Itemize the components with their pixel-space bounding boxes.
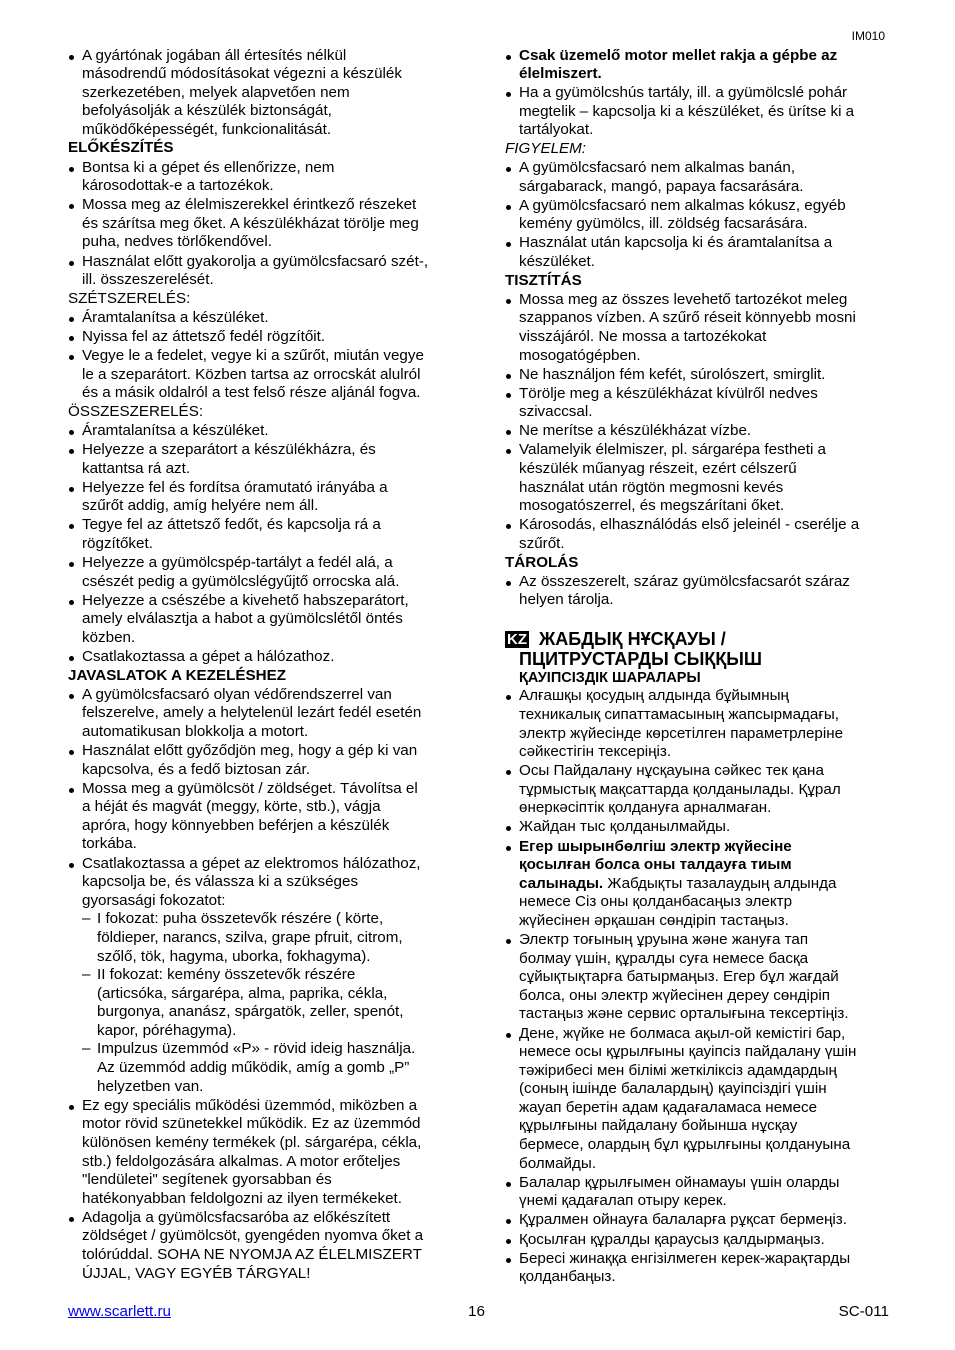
item-text: Ha a gyümölcshús tartály, ill. a gyümölcslé pohár megtelik – kapcsolja ki a készüléket, és ürítse ki a tartályokat. bbox=[519, 84, 855, 139]
item-text: Mossa meg az összes levehető tartozékot meleg szappanos vízben. A szűrő réseit könnyebb mosni visszájáról. Ne mossa a tartozékokat mosogatógépben. bbox=[519, 290, 856, 364]
list-item bbox=[505, 1231, 897, 1250]
list-item bbox=[505, 687, 897, 761]
item-text: Helyezze a csészébe a kivehető habszeparátort, amely elválasztja a habot a gyümölcslétől öntés közben. bbox=[82, 591, 409, 646]
item-text: A gyümölcsfacsaró olyan védőrendszerrel van felszerelve, amely a helytelenül lezárt fedél esetén automatikusan blokkolja a motort. bbox=[82, 685, 422, 740]
item-text: Электр тоғының ұруына және жануға тап болмау үшін, құралды суға немесе басқа сұйықтықтарға батырмаңыз. Егер бұл жағдай болса, оны электр жүйесінен дереу сөндіріп тастаңыз және сервис орталығына тексертіңіз. bbox=[519, 931, 849, 1023]
item-text: Adagolja a gyümölcsfacsaróba az előkészített zöldséget / gyümölcsöt, gyengéden nyomva őket a tolórúddal. SOHA NE NYOMJA AZ ÉLELMISZERT ÚJJAL, VAGY EGYÉB TÁRGYAL! bbox=[82, 1208, 424, 1282]
list-item bbox=[68, 479, 460, 516]
bold-text: Егер шырынбөлгіш электр жүйесіне қосылған болса оны талдауға тиым салынады. bbox=[519, 837, 792, 892]
list-item bbox=[505, 931, 897, 1024]
item-text: Csatlakoztassa a gépet az elektromos hálózathoz, kapcsolja be, és válassza ki a szükséges gyorsasági fokozatot: bbox=[82, 854, 421, 909]
list-item bbox=[505, 1174, 897, 1211]
warning-label: FIGYELEM: bbox=[505, 139, 587, 157]
list-item bbox=[68, 592, 460, 648]
list-item bbox=[505, 366, 897, 385]
list-item bbox=[505, 762, 897, 818]
list-item bbox=[505, 441, 897, 515]
list-item bbox=[68, 1209, 460, 1283]
item-text: Дене, жүйке не болмаса ақыл-ой кемістігі бар, немесе осы құрылғыны қауіпсіз пайдалану үшін тәжірибесі мен білімі жеткіліксіз адамдардың (соның ішінде балалардың) қауіпсіздігі үшін жауап беретін адам қадағаламаса немесе құрылғыны пайдалану бойынша нұсқау бермесе, олардың бұл құрылғыны қолдануына болмайды. bbox=[519, 1024, 857, 1172]
left-column bbox=[68, 46, 460, 1283]
item-text: Vegye le a fedelet, vegye ki a szűrőt, miután vegye le a szeparátort. Közben tartsa az orrocskát alulról és a másik oldalról a test felső része aljánál fogva. bbox=[82, 347, 424, 402]
list-item bbox=[68, 441, 460, 478]
list-item bbox=[505, 818, 897, 837]
list-item bbox=[68, 855, 460, 911]
item-text: Жайдан тыс қолданылмайды. bbox=[519, 818, 731, 836]
item-text: Қосылған құралды қараусыз қалдырмаңыз. bbox=[519, 1230, 825, 1248]
item-text: Az összeszerelt, száraz gyümölcsfacsarót száraz helyen tárolja. bbox=[519, 572, 850, 609]
list-item bbox=[68, 47, 460, 140]
list-item bbox=[505, 1211, 897, 1230]
right-column bbox=[505, 46, 897, 1287]
bold-text: Csak üzemelő motor mellet rakja a gépbe az élelmiszert. bbox=[519, 46, 838, 83]
item-text: Ne merítse a készülékházat vízbe. bbox=[519, 422, 752, 440]
sub-list-item: – I fokozat: puha összetevők részére ( körte, földieper, narancs, szilva, grape pfruit, citrom, szőlő, tök, hagyma, uborka, fokhagyma). bbox=[68, 910, 460, 966]
list-item bbox=[505, 573, 897, 610]
list-item bbox=[505, 84, 897, 140]
list-item bbox=[68, 516, 460, 553]
item-text: Törölje meg a készülékházat kívülről nedves szivaccsal. bbox=[519, 384, 818, 421]
list-item bbox=[68, 742, 460, 779]
list-item bbox=[505, 516, 897, 553]
list-item bbox=[68, 159, 460, 196]
item-text: Áramtalanítsa a készüléket. bbox=[82, 308, 269, 326]
subsection-label: ÖSSZESZERELÉS: bbox=[68, 402, 204, 420]
list-item bbox=[68, 347, 460, 403]
sub-list-item: – Impulzus üzemmód «P» - rövid ideig használja. Az üzemmód addig működik, amíg a gomb „P” helyzetben van. bbox=[68, 1040, 460, 1096]
item-text: A gyümölcsfacsaró nem alkalmas kókusz, egyéb kemény gyümölcs, ill. zöldség facsarására. bbox=[519, 196, 846, 233]
title-line-1: ЖАБДЫҚ НҰСҚАУЫ / bbox=[539, 628, 726, 649]
item-text: A gyümölcsfacsaró nem alkalmas banán, sárgabarack, mangó, papaya facsarására. bbox=[519, 159, 804, 195]
section-heading: JAVASLATOK A KEZELÉSHEZ bbox=[68, 666, 286, 684]
list-item bbox=[505, 1250, 897, 1287]
item-text: Nyissa fel az áttetsző fedél rögzítőit. bbox=[82, 327, 326, 345]
list-item bbox=[505, 1025, 897, 1174]
item-text: A gyártónak jogában áll értesítés nélkül másodrendű módosításokat végezni a készülék szerkezetében, melyek alapvetően nem befolyásolják a készülék biztonságát, működőképességét, funkcionalitását. bbox=[82, 46, 402, 138]
section-subtitle: ҚАУІПСІЗДІК ШАРАЛАРЫ bbox=[519, 669, 701, 686]
list-item bbox=[505, 385, 897, 422]
item-text: Балалар құрылғымен ойнамауы үшін оларды үнемі қадағалап отыру керек. bbox=[519, 1173, 840, 1210]
list-item bbox=[68, 422, 460, 441]
list-item bbox=[68, 309, 460, 328]
list-item bbox=[68, 648, 460, 667]
list-item bbox=[68, 686, 460, 742]
item-text: Használat előtt győződjön meg, hogy a gép ki van kapcsolva, és a fedő biztosan zár. bbox=[82, 741, 418, 778]
item-text: Helyezze a szeparátort a készülékházra, és kattantsa rá azt. bbox=[82, 440, 376, 477]
item-text: Ne használjon fém kefét, súrolószert, smirglit. bbox=[519, 365, 826, 383]
item-text: Helyezze fel és fordítsa óramutató irányába a szűrőt addig, amíg helyére nem áll. bbox=[82, 478, 388, 515]
item-text: Алғашқы қосудың алдында бұйымның техникалық сипаттамасының жапсырмадағы, электр жүйесінде көрсетілген параметрлеріне сәйкестігін тексеріңіз. bbox=[519, 687, 844, 761]
item-text: Бересі жинаққа енгізілмеген керек-жарақтарды қолданбаңыз. bbox=[519, 1249, 851, 1286]
item-text: Használat előtt gyakorolja a gyümölcsfacsaró szét-, ill. összeszerelését. bbox=[82, 252, 429, 289]
model-code: IM010 bbox=[851, 29, 885, 43]
list-item bbox=[505, 197, 897, 234]
item-text: Mossa meg az élelmiszerekkel érintkező részeket és szárítsa meg őket. A készülékházat törölje meg puha, nedves törlőkendővel. bbox=[82, 196, 419, 251]
list-item bbox=[505, 159, 897, 196]
item-text: Valamelyik élelmiszer, pl. sárgarépa festheti a készülék műanyag részeit, ezért célszerű használat után rögtön megmosni kevés mosogatószerrel, és megszárítani őket. bbox=[519, 441, 826, 515]
item-text: Bontsa ki a gépet és ellenőrizze, nem károsodottak-e a tartozékok. bbox=[82, 158, 335, 195]
list-item bbox=[68, 1097, 460, 1209]
list-item bbox=[505, 422, 897, 441]
list-item bbox=[68, 780, 460, 854]
list-item bbox=[505, 47, 897, 84]
item-text: Károsodás, elhasználódás első jeleinél - cserélje a szűrőt. bbox=[519, 516, 860, 552]
list-item bbox=[505, 234, 897, 271]
section-heading: ELŐKÉSZÍTÉS bbox=[68, 139, 174, 157]
section-title bbox=[505, 629, 897, 669]
item-text: Ez egy speciális működési üzemmód, miközben a motor rövid szünetekkel működik. Ez az üzemmód különösen kemény termékek (pl. sárgarépa, cékla, stb.) feldolgozására alkalmas. A motor erőteljes "lendületei" segítenek gyorsabban és hatékonyabban feldolgozni az ilyen termékeket. bbox=[82, 1096, 422, 1207]
list-item bbox=[68, 253, 460, 290]
website-link[interactable]: www.scarlett.ru bbox=[68, 1303, 171, 1320]
list-item bbox=[68, 328, 460, 347]
list-item bbox=[505, 838, 897, 931]
item-text: Csatlakoztassa a gépet a hálózathoz. bbox=[82, 648, 335, 665]
item-text: Használat után kapcsolja ki és áramtalanítsa a készüléket. bbox=[519, 234, 833, 271]
list-item bbox=[68, 554, 460, 591]
item-text: Áramtalanítsa a készüléket. bbox=[82, 421, 269, 439]
item-text: Helyezze a gyümölcspép-tartályt a fedél alá, a csészét pedig a gyümölcslégyűjtő orrocska alá. bbox=[82, 554, 400, 590]
section-heading: TISZTÍTÁS bbox=[505, 271, 582, 289]
sub-list-item: – II fokozat: kemény összetevők részére (articsóka, sárgarépa, alma, paprika, cékla, burgonya, ananász, spárgatök, zeller, spenót, kapor, póréhagyma). bbox=[68, 966, 460, 1040]
page-number: 16 bbox=[468, 1303, 485, 1320]
list-item bbox=[68, 196, 460, 252]
item-text: Құралмен ойнауға балаларға рұқсат бермеңіз. bbox=[519, 1211, 847, 1229]
title-line-2: ПЦИТРУСТАРДЫ СЫҚҚЫШ bbox=[519, 648, 763, 669]
list-item bbox=[505, 291, 897, 365]
footer-model: SC-011 bbox=[838, 1303, 889, 1320]
subsection-label: SZÉTSZERELÉS: bbox=[68, 289, 191, 307]
kz-language-badge: KZ bbox=[507, 630, 527, 648]
item-text: Осы Пайдалану нұсқауына сәйкес тек қана тұрмыстық мақсаттарда қолданылады. Құрал өнеркәсіптік қолдануға арналмаған. bbox=[519, 762, 841, 817]
item-text: Жабдықты тазалаудың алдында немесе Сіз оны қолданбасаңыз электр жүйесінен әрқашан сөндіріп тастаңыз. bbox=[519, 874, 837, 929]
item-text: Mossa meg a gyümölcsöt / zöldséget. Távolítsa el a héját és magvát (meggy, körte, stb.), vágja apróra, hogy könnyebben beférjen a készülék torkába. bbox=[82, 779, 418, 853]
item-text: Tegye fel az áttetsző fedőt, és kapcsolja rá a rögzítőket. bbox=[82, 516, 381, 552]
section-heading: TÁROLÁS bbox=[505, 553, 579, 571]
